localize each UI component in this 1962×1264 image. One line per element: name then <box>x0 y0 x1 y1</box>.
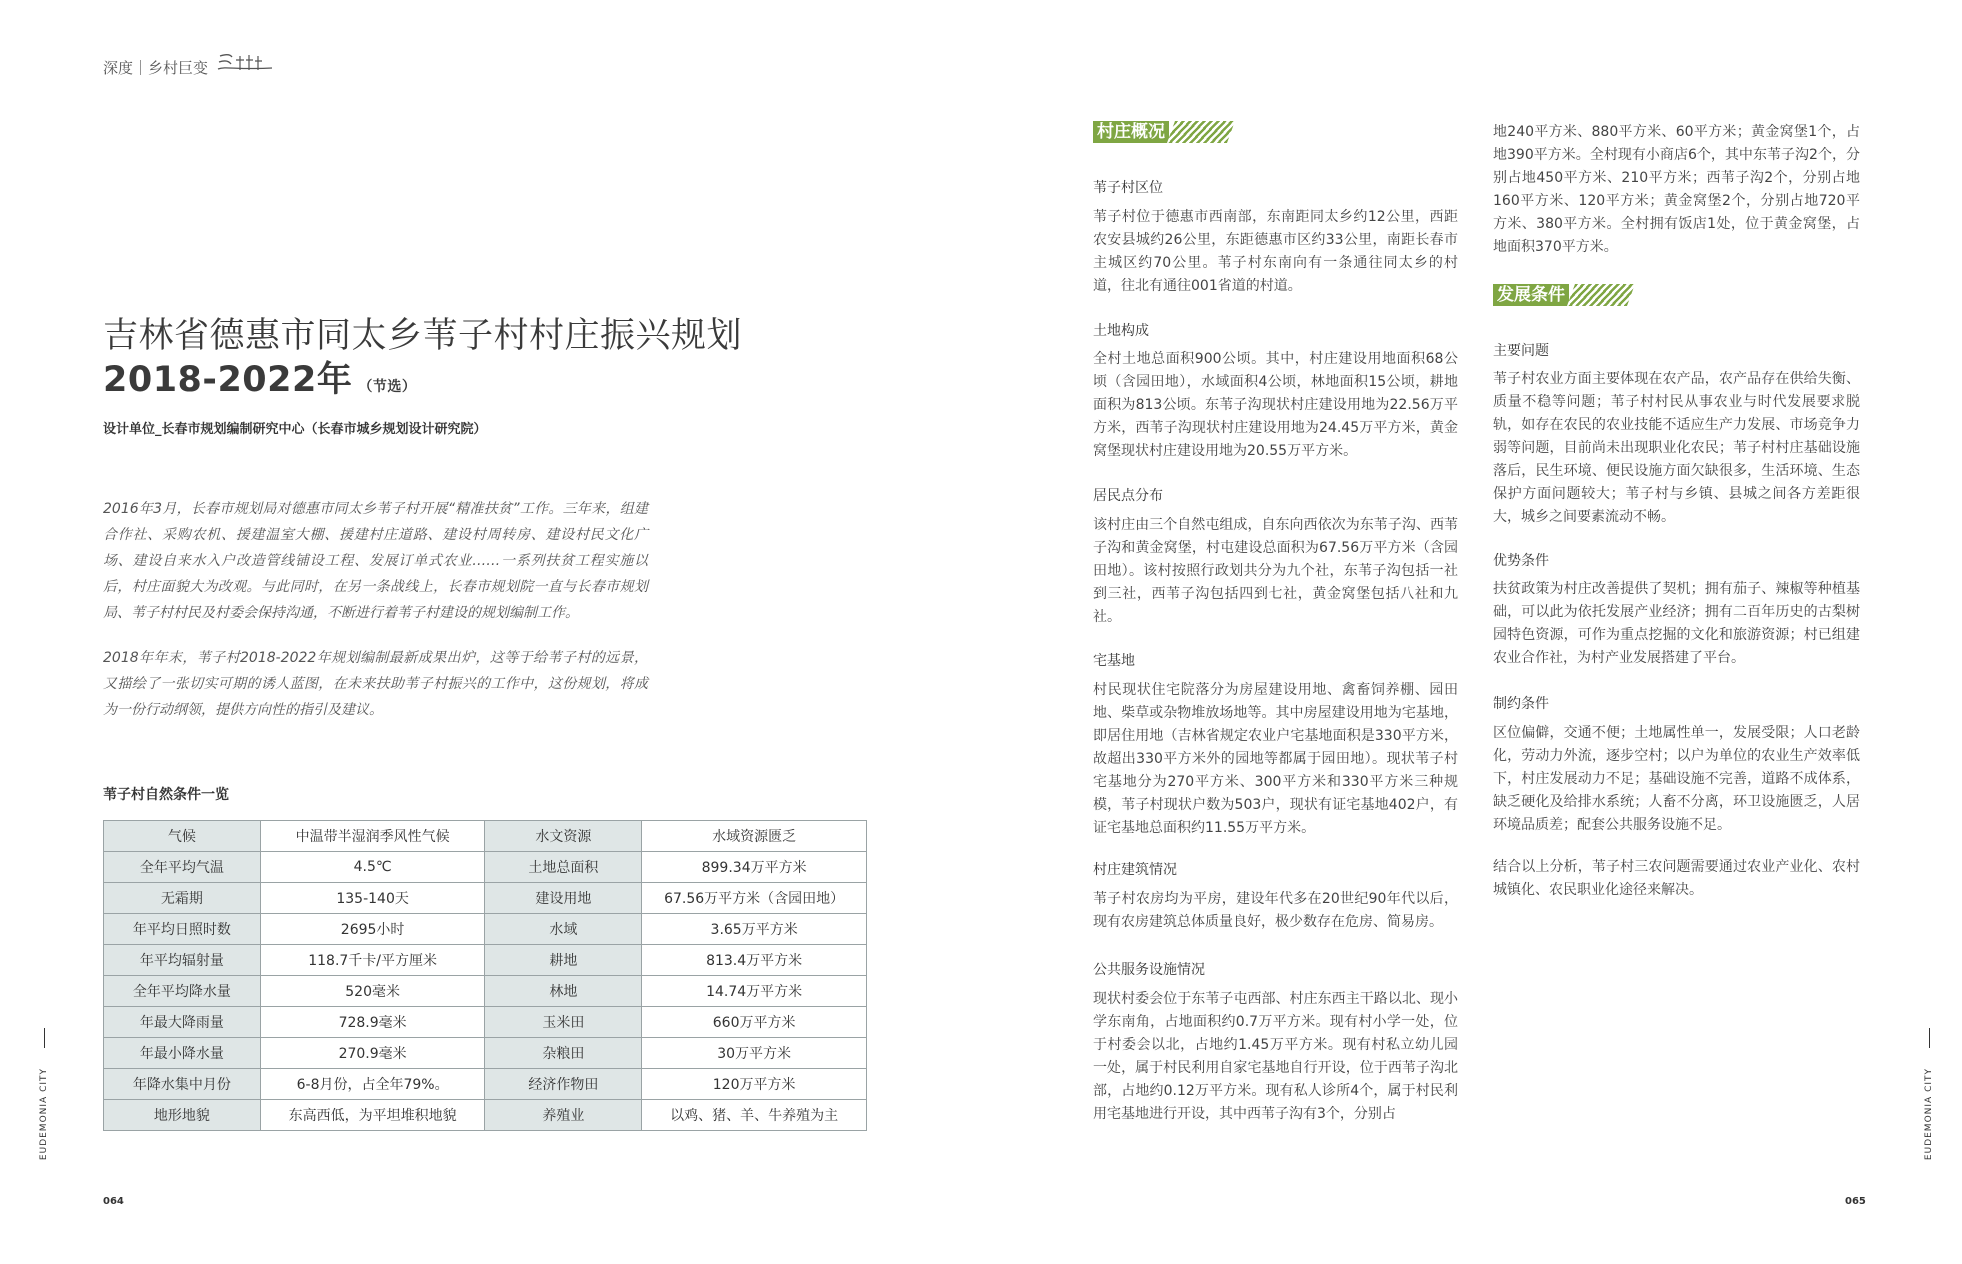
table-row <box>104 821 867 852</box>
table-label-cell: 土地总面积 <box>485 852 642 883</box>
paragraph-location: 苇子村位于德惠市西南部，东南距同太乡约12公里，西距农安县城约26公里，东距德惠市区约33公里，南距长春市主城区约70公里。苇子村东南向有一条通往同太乡的村道，往北有通往001省道的村道。 <box>1093 209 1458 294</box>
table-label-cell: 养殖业 <box>485 1100 642 1131</box>
side-tick-right <box>1929 1028 1930 1048</box>
title-line-2: 2018-2022年 <box>103 360 353 400</box>
table-label-cell: 经济作物田 <box>485 1069 642 1100</box>
table-label-cell: 林地 <box>485 976 642 1007</box>
table-value-cell: 中温带半湿润季风性气候 <box>260 821 485 852</box>
table-value-cell: 3.65万平方米 <box>642 914 867 945</box>
natural-conditions-table <box>103 820 867 1131</box>
subheading-constraints: 制约条件 <box>1493 696 1549 712</box>
side-label-left: EUDEMONIA CITY <box>39 1068 49 1161</box>
intro-paragraph-2: 2018年年末，苇子村2018-2022年规划编制最新成果出炉，这等于给苇子村的远景，又描绘了一张切实可期的诱人蓝图，在未来扶助苇子村振兴的工作中，这份规划，将成为一份行动纲领，提供方向性的指引及建议。 <box>103 650 648 718</box>
table-value-cell: 30万平方米 <box>642 1038 867 1069</box>
table-label-cell: 年平均辐射量 <box>104 945 261 976</box>
table-value-cell: 6-8月份，占全年79%。 <box>260 1069 485 1100</box>
stripes-decoration <box>1167 121 1235 143</box>
village-logo-icon <box>216 52 276 78</box>
side-tick-left <box>44 1028 45 1048</box>
table-row <box>104 976 867 1007</box>
side-label-right: EUDEMONIA CITY <box>1924 1068 1934 1161</box>
table-value-cell: 14.74万平方米 <box>642 976 867 1007</box>
table-label-cell: 玉米田 <box>485 1007 642 1038</box>
table-label-cell: 年最小降水量 <box>104 1038 261 1069</box>
table-value-cell: 660万平方米 <box>642 1007 867 1038</box>
table-label-cell: 杂粮田 <box>485 1038 642 1069</box>
table-value-cell: 728.9毫米 <box>260 1007 485 1038</box>
table-title: 苇子村自然条件一览 <box>103 787 229 803</box>
table-row <box>104 852 867 883</box>
table-value-cell: 67.56万平方米（含园田地） <box>642 883 867 914</box>
table-label-cell: 年平均日照时数 <box>104 914 261 945</box>
subheading-buildings: 村庄建筑情况 <box>1093 862 1177 878</box>
table-label-cell: 水域 <box>485 914 642 945</box>
paragraph-constraints: 区位偏僻，交通不便；土地属性单一，发展受限；人口老龄化，劳动力外流，逐步空村；以户为单位的农业生产效率低下，村庄发展动力不足；基础设施不完善，道路不成体系，缺乏硬化及给排水系统；人畜不分离，环卫设施匮乏，人居环境品质差；配套公共服务设施不足。 <box>1493 725 1860 833</box>
table-value-cell: 899.34万平方米 <box>642 852 867 883</box>
page-number-right: 065 <box>1845 1196 1866 1207</box>
subheading-settlements: 居民点分布 <box>1093 488 1163 504</box>
table-value-cell: 以鸡、猪、羊、牛养殖为主 <box>642 1100 867 1131</box>
table-value-cell: 4.5℃ <box>260 852 485 883</box>
table-row <box>104 1038 867 1069</box>
paragraph-homestead: 村民现状住宅院落分为房屋建设用地、禽畜饲养棚、园田地、柴草或杂物堆放场地等。其中房屋建设用地为宅基地，即居住用地（吉林省规定农业户宅基地面积是330平方米，故超出330平方米外的园地等都属于园田地）。现状苇子村宅基地分为270平方米、300平方米和330平方米三种规模，苇子村现状户数为503户，现状有证宅基地402户，有证宅基地总面积约11.55万平方米。 <box>1093 682 1458 836</box>
table-value-cell: 118.7千卡/平方厘米 <box>260 945 485 976</box>
table-label-cell: 地形地貌 <box>104 1100 261 1131</box>
table-value-cell: 水域资源匮乏 <box>642 821 867 852</box>
article-title <box>103 314 803 409</box>
table-value-cell: 120万平方米 <box>642 1069 867 1100</box>
table-row <box>104 1100 867 1131</box>
subheading-main-problems: 主要问题 <box>1493 343 1549 359</box>
table-row <box>104 1069 867 1100</box>
table-value-cell: 135-140天 <box>260 883 485 914</box>
table-value-cell: 813.4万平方米 <box>642 945 867 976</box>
subheading-public-services: 公共服务设施情况 <box>1093 962 1205 978</box>
paragraph-conclusion: 结合以上分析，苇子村三农问题需要通过农业产业化、农村城镇化、农民职业化途径来解决。 <box>1493 859 1860 898</box>
table-row <box>104 914 867 945</box>
table-label-cell: 水文资源 <box>485 821 642 852</box>
section-heading-overview: 村庄概况 <box>1093 121 1458 143</box>
paragraph-main-problems: 苇子村农业方面主要体现在农产品，农产品存在供给失衡、质量不稳等问题；苇子村村民从事农业与时代发展要求脱轨，如存在农民的农业技能不适应生产力发展、市场竞争力弱等问题，目前尚未出现职业化农民；苇子村村庄基础设施落后，民生环境、便民设施方面欠缺很多，生活环境、生态保护方面问题较大；苇子村与乡镇、县城之间各方差距很大，城乡之间要素流动不畅。 <box>1493 371 1860 525</box>
table-row <box>104 883 867 914</box>
title-note: （节选） <box>358 379 417 395</box>
stripes-decoration <box>1567 284 1635 306</box>
paragraph-public-services-continued: 地240平方米、880平方米、60平方米；黄金窝堡1个，占地390平方米。全村现有小商店6个，其中东苇子沟2个，分别占地450平方米、210平方米；西苇子沟2个，分别占地160平方米、120平方米；黄金窝堡2个，分别占地720平方米、380平方米。全村拥有饭店1处，位于黄金窝堡，占地面积370平方米。 <box>1493 124 1860 255</box>
table-label-cell: 建设用地 <box>485 883 642 914</box>
subheading-land: 土地构成 <box>1093 323 1149 339</box>
table-label-cell: 全年平均气温 <box>104 852 261 883</box>
paragraph-settlements: 该村庄由三个自然屯组成，自东向西依次为东苇子沟、西苇子沟和黄金窝堡，村屯建设总面积为67.56万平方米（含园田地）。该村按照行政划共分为九个社，东苇子沟包括一社到三社，西苇子沟包括四到七社，黄金窝堡包括八社和九社。 <box>1093 517 1458 625</box>
subheading-location: 苇子村区位 <box>1093 180 1163 196</box>
section-heading-development: 发展条件 <box>1493 284 1860 306</box>
table-label-cell: 气候 <box>104 821 261 852</box>
table-label-cell: 年最大降雨量 <box>104 1007 261 1038</box>
title-line-1: 吉林省德惠市同太乡苇子村村庄振兴规划 <box>103 316 743 356</box>
paragraph-land: 全村土地总面积900公顷。其中，村庄建设用地面积68公顷（含园田地），水域面积4公顷，林地面积15公顷，耕地面积为813公顷。东苇子沟现状村庄建设用地为22.56万平方米，西苇子沟现状村庄建设用地为24.45万平方米，黄金窝堡现状村庄建设用地为20.55万平方米。 <box>1093 351 1458 459</box>
paragraph-public-services: 现状村委会位于东苇子屯西部、村庄东西主干路以北、现小学东南角，占地面积约0.7万平方米。现有村小学一处，位于村委会以北，占地约1.45万平方米。现有村私立幼儿园一处，属于村民利用自家宅基地自行开设，位于西苇子沟北部，占地约0.12万平方米。现有私人诊所4个，属于村民利用宅基地进行开设，其中西苇子沟有3个，分别占 <box>1093 991 1458 1122</box>
intro-paragraph-1: 2016年3月，长春市规划局对德惠市同太乡苇子村开展“精准扶贫”工作。三年来，组建合作社、采购农机、援建温室大棚、援建村庄道路、建设村周转房、建设村民文化广场、建设自来水入户改造管线铺设工程、发展订单式农业……一系列扶贫工程实施以后，村庄面貌大为改观。与此同时，在另一条战线上，长春市规划院一直与长春市规划局、苇子村村民及村委会保持沟通，不断进行着苇子村建设的规划编制工作。 <box>103 501 648 621</box>
designer-credit: 设计单位_长春市规划编制研究中心（长春市城乡规划设计研究院） <box>103 422 487 437</box>
paragraph-buildings: 苇子村农房均为平房，建设年代多在20世纪90年代以后，现有农房建筑总体质量良好，极少数存在危房、简易房。 <box>1093 891 1458 930</box>
table-row <box>104 1007 867 1038</box>
paragraph-advantages: 扶贫政策为村庄改善提供了契机；拥有茄子、辣椒等种植基础，可以此为依托发展产业经济；拥有二百年历史的古梨树园特色资源，可作为重点挖掘的文化和旅游资源；村已组建农业合作社，为村产业发展搭建了平台。 <box>1493 581 1860 666</box>
table-label-cell: 耕地 <box>485 945 642 976</box>
subheading-homestead: 宅基地 <box>1093 653 1135 669</box>
table-value-cell: 2695小时 <box>260 914 485 945</box>
table-value-cell: 东高西低，为平坦堆积地貌 <box>260 1100 485 1131</box>
table-label-cell: 全年平均降水量 <box>104 976 261 1007</box>
table-value-cell: 270.9毫米 <box>260 1038 485 1069</box>
page-number-left: 064 <box>103 1196 124 1207</box>
table-label-cell: 年降水集中月份 <box>104 1069 261 1100</box>
subheading-advantages: 优势条件 <box>1493 553 1549 569</box>
table-label-cell: 无霜期 <box>104 883 261 914</box>
table-value-cell: 520毫米 <box>260 976 485 1007</box>
table-row <box>104 945 867 976</box>
section-tag: 深度｜乡村巨变 <box>103 59 209 77</box>
